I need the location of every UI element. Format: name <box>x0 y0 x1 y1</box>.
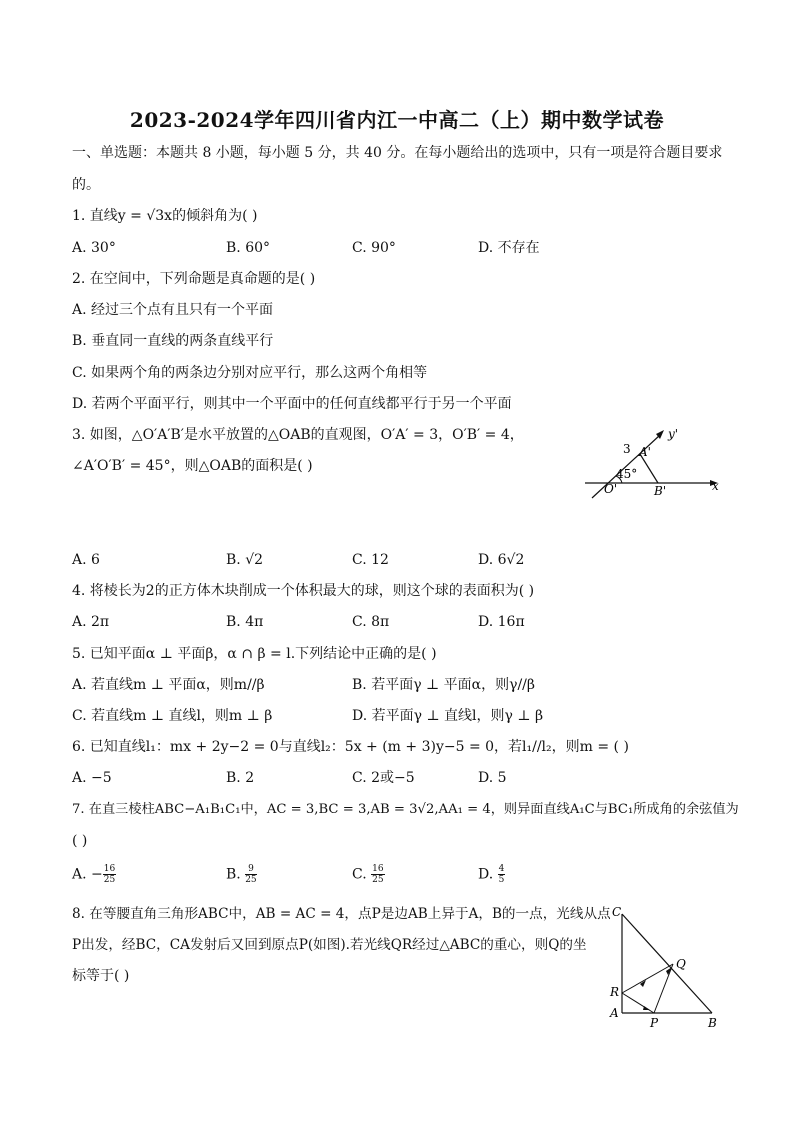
question-7-option-d <box>478 864 505 885</box>
question-3-figure <box>580 420 730 505</box>
question-2-option-a: A. 经过三个点有且只有一个平面 <box>72 302 274 318</box>
question-6-option-d: D. 5 <box>478 770 507 786</box>
question-6-option-b: B. 2 <box>226 770 255 786</box>
numerator: 4 <box>498 864 505 874</box>
question-1-option-c: C. 90° <box>352 240 396 256</box>
question-2-option-b: B. 垂直同一直线的两条直线平行 <box>72 333 274 349</box>
question-5-option-a: A. 若直线m ⊥ 平面α，则m//β <box>72 677 265 693</box>
question-3-option-c: C. 12 <box>352 552 389 568</box>
question-1-stem: 1. 直线y = √3x的倾斜角为( ) <box>72 208 258 224</box>
question-4-option-b: B. 4π <box>226 614 264 630</box>
point-b-label: B <box>708 1016 717 1030</box>
question-4-option-d: D. 16π <box>478 614 525 630</box>
fraction <box>371 864 384 885</box>
point-a-label: A' <box>639 445 651 459</box>
point-q-label: Q <box>676 957 686 971</box>
numerator: 16 <box>372 864 384 874</box>
question-5-option-d: D. 若平面γ ⊥ 直线l，则γ ⊥ β <box>352 708 544 724</box>
question-8-figure <box>600 896 730 1036</box>
option-label: B. <box>226 866 241 883</box>
question-3-stem-line1: 3. 如图，△O′A′B′是水平放置的△OAB的直观图，O′A′ = 3，O′B′ = 4， <box>72 427 524 443</box>
question-1-option-d: D. 不存在 <box>478 240 540 256</box>
question-3-stem-line2: ∠A′O′B′ = 45°，则△OAB的面积是( ) <box>72 458 313 474</box>
fraction <box>103 864 116 885</box>
question-6-option-a: A. −5 <box>72 770 112 786</box>
point-p-label: P <box>650 1016 659 1030</box>
ray-p-q <box>654 964 673 1013</box>
section-heading-line2: 的。 <box>72 177 100 193</box>
question-2-stem: 2. 在空间中，下列命题是真命题的是( ) <box>72 271 316 287</box>
denominator: 25 <box>372 875 384 885</box>
side-bc <box>622 914 712 1013</box>
exam-title: 2023-2024学年四川省内江一中高二（上）期中数学试卷 <box>129 108 665 132</box>
angle-label: 45° <box>616 467 638 481</box>
option-label: C. <box>352 866 367 883</box>
question-8-stem-line3: 标等于( ) <box>72 968 130 984</box>
question-8-stem-line1: 8. 在等腰直角三角形ABC中，AB = AC = 4，点P是边AB上异于A，B的一点，光线从点 <box>72 906 611 922</box>
question-7-option-b <box>226 864 257 885</box>
section-heading-line1: 一、单选题：本题共 8 小题，每小题 5 分，共 40 分。在每小题给出的选项中，只有一项是符合题目要求 <box>72 145 723 161</box>
question-7-option-c <box>352 864 385 885</box>
question-5-option-c: C. 若直线m ⊥ 直线l，则m ⊥ β <box>72 708 273 724</box>
question-4-stem: 4. 将棱长为2的正方体木块削成一个体积最大的球，则这个球的表面积为( ) <box>72 583 535 599</box>
numerator: 9 <box>245 864 256 875</box>
question-2-option-c: C. 如果两个角的两条边分别对应平行，那么这两个角相等 <box>72 365 428 381</box>
question-5-stem: 5. 已知平面α ⊥ 平面β，α ∩ β = l.下列结论中正确的是( ) <box>72 646 437 662</box>
question-1-option-a: A. 30° <box>72 240 116 256</box>
arrow-r-p <box>643 1006 650 1010</box>
question-4-option-c: C. 8π <box>352 614 390 630</box>
numerator: 16 <box>103 864 116 874</box>
point-c-label: C <box>612 905 622 919</box>
question-7-option-a <box>72 864 116 885</box>
question-3-option-a: A. 6 <box>72 552 100 568</box>
x-axis-label: x <box>712 479 719 493</box>
fraction <box>245 864 256 885</box>
side-length-label: 3 <box>623 442 631 456</box>
option-label: D. <box>478 866 494 883</box>
origin-label: O' <box>604 482 618 496</box>
point-a-label: A <box>610 1006 619 1020</box>
question-3-option-d: D. 6√2 <box>478 552 525 568</box>
question-2-option-d: D. 若两个平面平行，则其中一个平面中的任何直线都平行于另一个平面 <box>72 396 512 412</box>
question-6-option-c: C. 2或−5 <box>352 770 415 786</box>
question-4-option-a: A. 2π <box>72 614 110 630</box>
question-3-option-b: B. √2 <box>226 552 264 568</box>
question-7-stem-line2: ( ) <box>72 833 88 849</box>
question-5-option-b: B. 若平面γ ⊥ 平面α，则γ//β <box>352 677 535 693</box>
question-8-stem-line2: P出发，经BC，CA发射后又回到原点P(如图).若光线QR经过△ABC的重心，则Q的坐 <box>72 937 587 953</box>
point-b-label: B' <box>654 484 667 498</box>
option-label: A. <box>72 866 87 883</box>
ray-q-r <box>622 964 673 993</box>
y-axis-label: y' <box>668 427 679 441</box>
point-r-label: R <box>610 985 620 999</box>
denominator: 5 <box>498 875 505 885</box>
denominator: 25 <box>103 875 116 885</box>
question-7-stem-line1: 7. 在直三棱柱ABC−A₁B₁C₁中，AC = 3,BC = 3,AB = 3√2,AA₁ = 4，则异面直线A₁C与BC₁所成角的余弦值为 <box>72 802 739 817</box>
denominator: 25 <box>245 875 257 885</box>
fraction <box>498 864 506 885</box>
question-1-option-b: B. 60° <box>226 240 271 256</box>
question-6-stem: 6. 已知直线l₁：mx + 2y−2 = 0与直线l₂：5x + (m + 3)y−5 = 0，若l₁//l₂，则m = ( ) <box>72 739 629 755</box>
option-sign: − <box>91 866 103 883</box>
